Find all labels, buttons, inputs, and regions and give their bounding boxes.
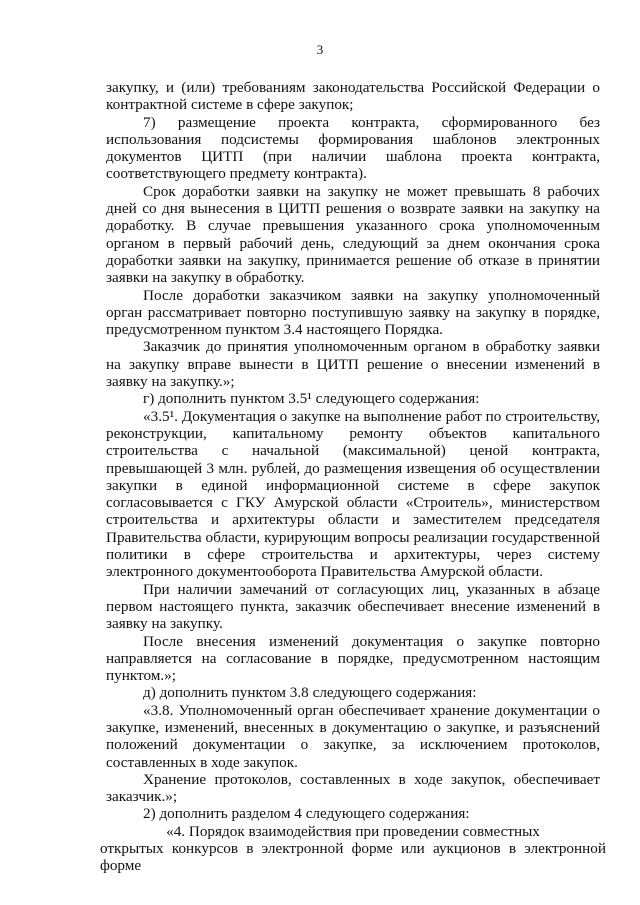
section-heading-continued: открытых конкурсов в электронной форме или аукционов в электронной форме: [100, 840, 606, 875]
paragraph: закупку, и (или) требованиям законодательства Российской Федерации о контрактной системе в сфере закупок;: [106, 79, 600, 114]
paragraph: После доработки заказчиком заявки на закупку уполномоченный орган рассматривает повторно поступившую заявку на закупку в порядке, предусмотренном пунктом 3.4 настоящего Порядка.: [106, 286, 600, 339]
paragraph: д) дополнить пунктом 3.8 следующего содержания:: [143, 684, 477, 702]
section-heading: «4. Порядок взаимодействия при проведении совместных: [166, 822, 540, 840]
paragraph: После внесения изменений документация о закупке повторно направляется на согласование в порядке, предусмотренном настоящим пунктом.»;: [106, 632, 600, 685]
paragraph: «3.5¹. Документация о закупке на выполнение работ по строительству, реконструкции, капитальному ремонту объектов капитального строительства с начальной (максимальной) ценой контракта, превышающей 3 млн. рублей, до размещения извещения об осуществлении закупки в единой информационной системе в сфере закупок согласовывается с ГКУ Амурской области «Строитель», министерством строительства и архитектуры области и заместителем председателя Правительства области, курирующим вопросы реализации государственной политики в сфере строительства и архитектуры, через систему электронного документооборота Правительства Амурской области.: [106, 407, 600, 581]
paragraph: «3.8. Уполномоченный орган обеспечивает хранение документации о закупке, изменений, внесенных в документацию о закупке, и разъяснений положений документации о закупке, за исключением протоколов, составленных в ходе закупок.: [106, 701, 600, 771]
paragraph: 2) дополнить разделом 4 следующего содержания:: [143, 805, 470, 823]
paragraph: При наличии замечаний от согласующих лиц, указанных в абзаце первом настоящего пункта, заказчик обеспечивает внесение изменений в заявку на закупку.: [106, 580, 600, 633]
document-body: [100, 79, 606, 875]
paragraph: Хранение протоколов, составленных в ходе закупок, обеспечивает заказчик.»;: [106, 770, 600, 806]
paragraph: г) дополнить пунктом 3.5¹ следующего содержания:: [143, 390, 480, 408]
paragraph: Заказчик до принятия уполномоченным органом в обработку заявки на закупку вправе вынести в ЦИТП решение о внесении изменений в заявку на закупку.»;: [106, 338, 600, 391]
paragraph: 7) размещение проекта контракта, сформированного без использования подсистемы формирования шаблонов электронных документов ЦИТП (при наличии шаблона проекта контракта, соответствующего предмету контракта).: [106, 113, 600, 183]
page-number: 3: [316, 42, 324, 57]
paragraph: Срок доработки заявки на закупку не может превышать 8 рабочих дней со дня вынесения в ЦИТП решения о возврате заявки на закупку на доработку. В случае превышения указанного срока уполномоченным органом в первый рабочий день, следующий за днем окончания срока доработки заявки на закупку, принимается решение об отказе в принятии заявки на закупку в обработку.: [106, 182, 600, 287]
